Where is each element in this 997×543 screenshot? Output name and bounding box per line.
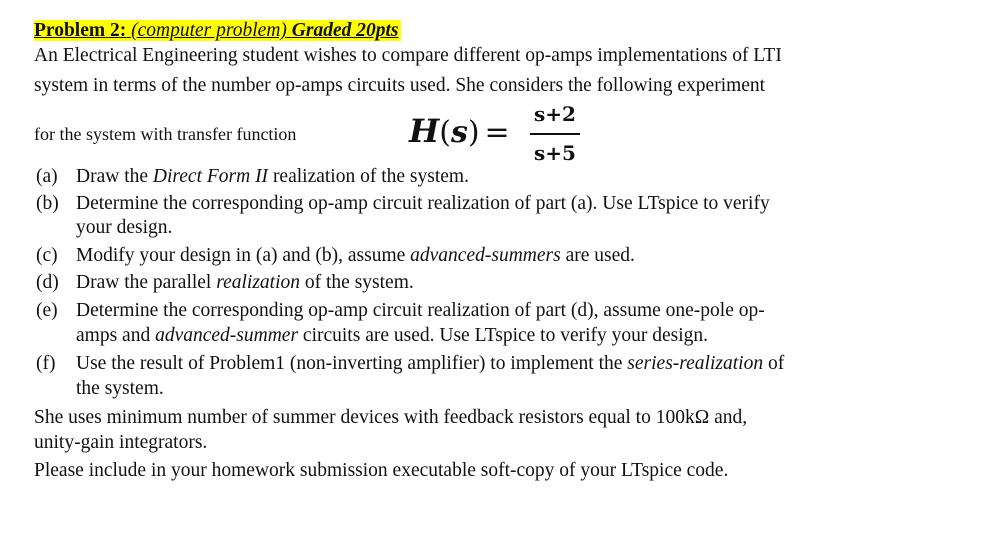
fraction-bar [530, 133, 580, 135]
item-e-line-1: Determine the corresponding op-amp circuit realization of part (d), assume one-pole op- [76, 300, 765, 321]
item-c-text: Modify your design in (a) and (b), assume advanced-summers are used. [76, 245, 635, 266]
closing-line-3: Please include in your homework submission executable soft-copy of your LTspice code. [34, 460, 729, 481]
item-b-line-2: your design. [76, 217, 173, 238]
item-e-line-2: amps and advanced-summer circuits are used. Use LTspice to verify your design. [76, 325, 709, 346]
transfer-function-equals: = [484, 115, 510, 150]
item-e-label: (e) [36, 300, 58, 321]
closing-line-2: unity-gain integrators. [34, 432, 208, 453]
item-f-label: (f) [36, 353, 56, 374]
item-f-line-2: the system. [76, 378, 164, 399]
problem-label: Problem 2: [34, 20, 127, 41]
item-f-line-1: Use the result of Problem1 (non-inverting amplifier) to implement the series-realization of [76, 353, 785, 374]
transfer-function-prefix: for the system with transfer function [34, 124, 297, 144]
item-d-label: (d) [36, 272, 59, 293]
problem-type: (computer problem) [131, 20, 287, 41]
transfer-function-numerator: s+2 [534, 102, 576, 126]
item-c-label: (c) [36, 245, 58, 266]
intro-line-2: system in terms of the number op-amps circuits used. She considers the following experiment [34, 75, 766, 96]
transfer-function-lhs: H(s) = [409, 112, 510, 150]
item-a-label: (a) [36, 166, 58, 187]
closing-line-1: She uses minimum number of summer devices with feedback resistors equal to 100kΩ and, [34, 407, 748, 428]
transfer-function-variable: s [450, 115, 468, 150]
item-b-label: (b) [36, 193, 59, 214]
transfer-function-denominator: s+5 [534, 141, 576, 165]
item-a-text: Draw the Direct Form II realization of the system. [76, 166, 469, 187]
intro-line-1: An Electrical Engineering student wishes to compare different op-amps implementations of LTI [34, 45, 782, 66]
transfer-function-symbol: H [409, 112, 440, 150]
item-b-line-1: Determine the corresponding op-amp circuit realization of part (a). Use LTspice to verify [76, 193, 770, 214]
problem-heading [34, 18, 401, 44]
problem-grade: Graded 20pts [291, 20, 399, 41]
item-d-text: Draw the parallel realization of the system. [76, 272, 414, 293]
